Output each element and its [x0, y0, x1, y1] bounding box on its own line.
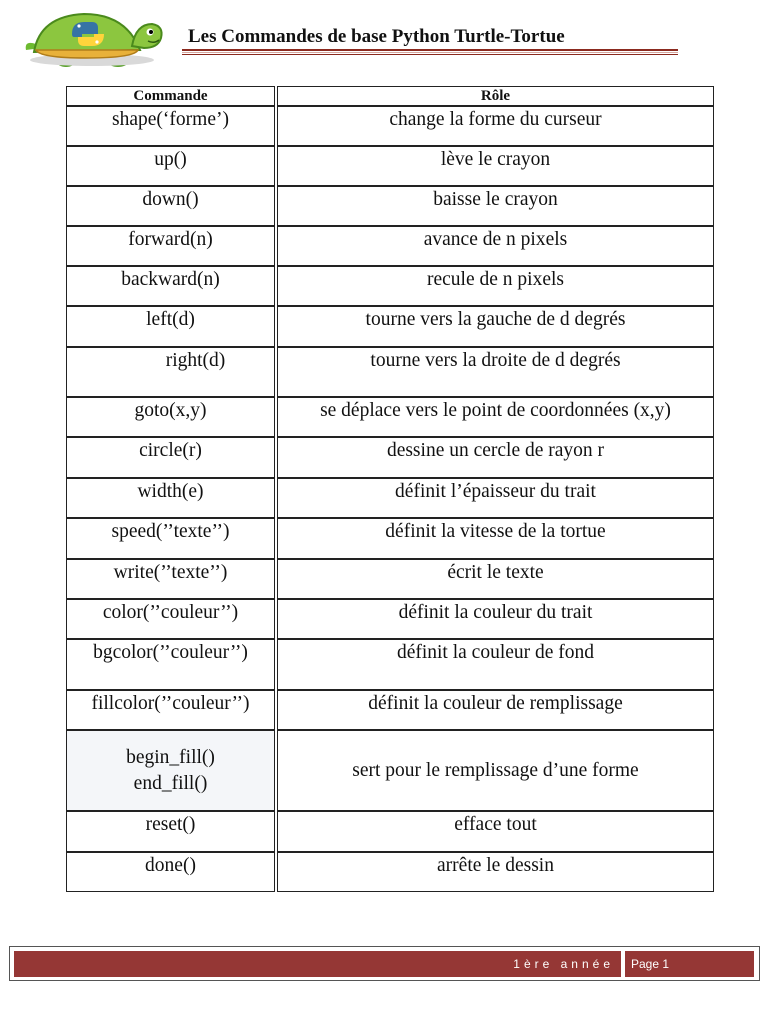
page-title: Les Commandes de base Python Turtle-Tortue: [188, 26, 565, 47]
role-cell: arrête le dessin: [277, 852, 714, 892]
command-cell: color(’’couleur’’): [66, 599, 275, 639]
table-row: [66, 146, 714, 186]
command-cell: write(’’texte’’): [66, 559, 275, 599]
table-row: [66, 186, 714, 226]
role-cell: tourne vers la gauche de d degrés: [277, 306, 714, 347]
role-cell: baisse le crayon: [277, 186, 714, 226]
python-turtle-logo-icon: [22, 10, 164, 68]
footer-band: [14, 951, 754, 977]
table-row: [66, 599, 714, 639]
role-cell: change la forme du curseur: [277, 106, 714, 146]
command-cell: reset(): [66, 811, 275, 852]
table-row: [66, 518, 714, 559]
role-cell: définit l’épaisseur du trait: [277, 478, 714, 518]
command-cell: left(d): [66, 306, 275, 347]
role-cell: écrit le texte: [277, 559, 714, 599]
footer-year-label: 1ère année: [513, 957, 614, 971]
commands-table: [64, 86, 716, 892]
command-text: right(d): [165, 350, 226, 371]
table-row: [66, 437, 714, 478]
command-cell: forward(n): [66, 226, 275, 266]
role-cell: dessine un cercle de rayon r: [277, 437, 714, 478]
column-header-commande: Commande: [66, 86, 275, 106]
command-cell: speed(’’texte’’): [66, 518, 275, 559]
table-row: [66, 226, 714, 266]
command-cell: [66, 730, 275, 811]
command-cell: up(): [66, 146, 275, 186]
command-cell: width(e): [66, 478, 275, 518]
table-row: [66, 811, 714, 852]
table-row: [66, 106, 714, 146]
command-cell: backward(n): [66, 266, 275, 306]
table-row: [66, 347, 714, 397]
command-text-end-fill: end_fill(): [133, 772, 208, 794]
table-row: [66, 559, 714, 599]
page-footer: [9, 946, 760, 981]
footer-separator: [621, 951, 625, 977]
table-row: [66, 730, 714, 811]
command-cell: down(): [66, 186, 275, 226]
role-cell: définit la couleur de fond: [277, 639, 714, 690]
command-cell: fillcolor(’’couleur’’): [66, 690, 275, 730]
command-cell: goto(x,y): [66, 397, 275, 437]
command-cell: bgcolor(’’couleur’’): [66, 639, 275, 690]
role-cell: lève le crayon: [277, 146, 714, 186]
title-underline: [182, 49, 678, 55]
role-cell: se déplace vers le point de coordonnées (x,y): [277, 397, 714, 437]
command-text-begin-fill: begin_fill(): [126, 746, 215, 768]
table-row: [66, 266, 714, 306]
table-row: [66, 690, 714, 730]
role-cell: sert pour le remplissage d’une forme: [277, 730, 714, 811]
role-cell: définit la couleur du trait: [277, 599, 714, 639]
role-cell: tourne vers la droite de d degrés: [277, 347, 714, 397]
footer-page-number: Page 1: [631, 957, 670, 971]
role-cell: définit la couleur de remplissage: [277, 690, 714, 730]
table-header-row: [66, 86, 714, 106]
command-cell: [66, 347, 275, 397]
table-row: [66, 639, 714, 690]
table-row: [66, 852, 714, 892]
command-cell: shape(‘forme’): [66, 106, 275, 146]
column-header-role: Rôle: [277, 86, 714, 106]
table-row: [66, 306, 714, 347]
role-cell: avance de n pixels: [277, 226, 714, 266]
table-row: [66, 478, 714, 518]
role-cell: efface tout: [277, 811, 714, 852]
role-cell: définit la vitesse de la tortue: [277, 518, 714, 559]
table-row: [66, 397, 714, 437]
role-cell: recule de n pixels: [277, 266, 714, 306]
command-cell: circle(r): [66, 437, 275, 478]
command-cell: done(): [66, 852, 275, 892]
